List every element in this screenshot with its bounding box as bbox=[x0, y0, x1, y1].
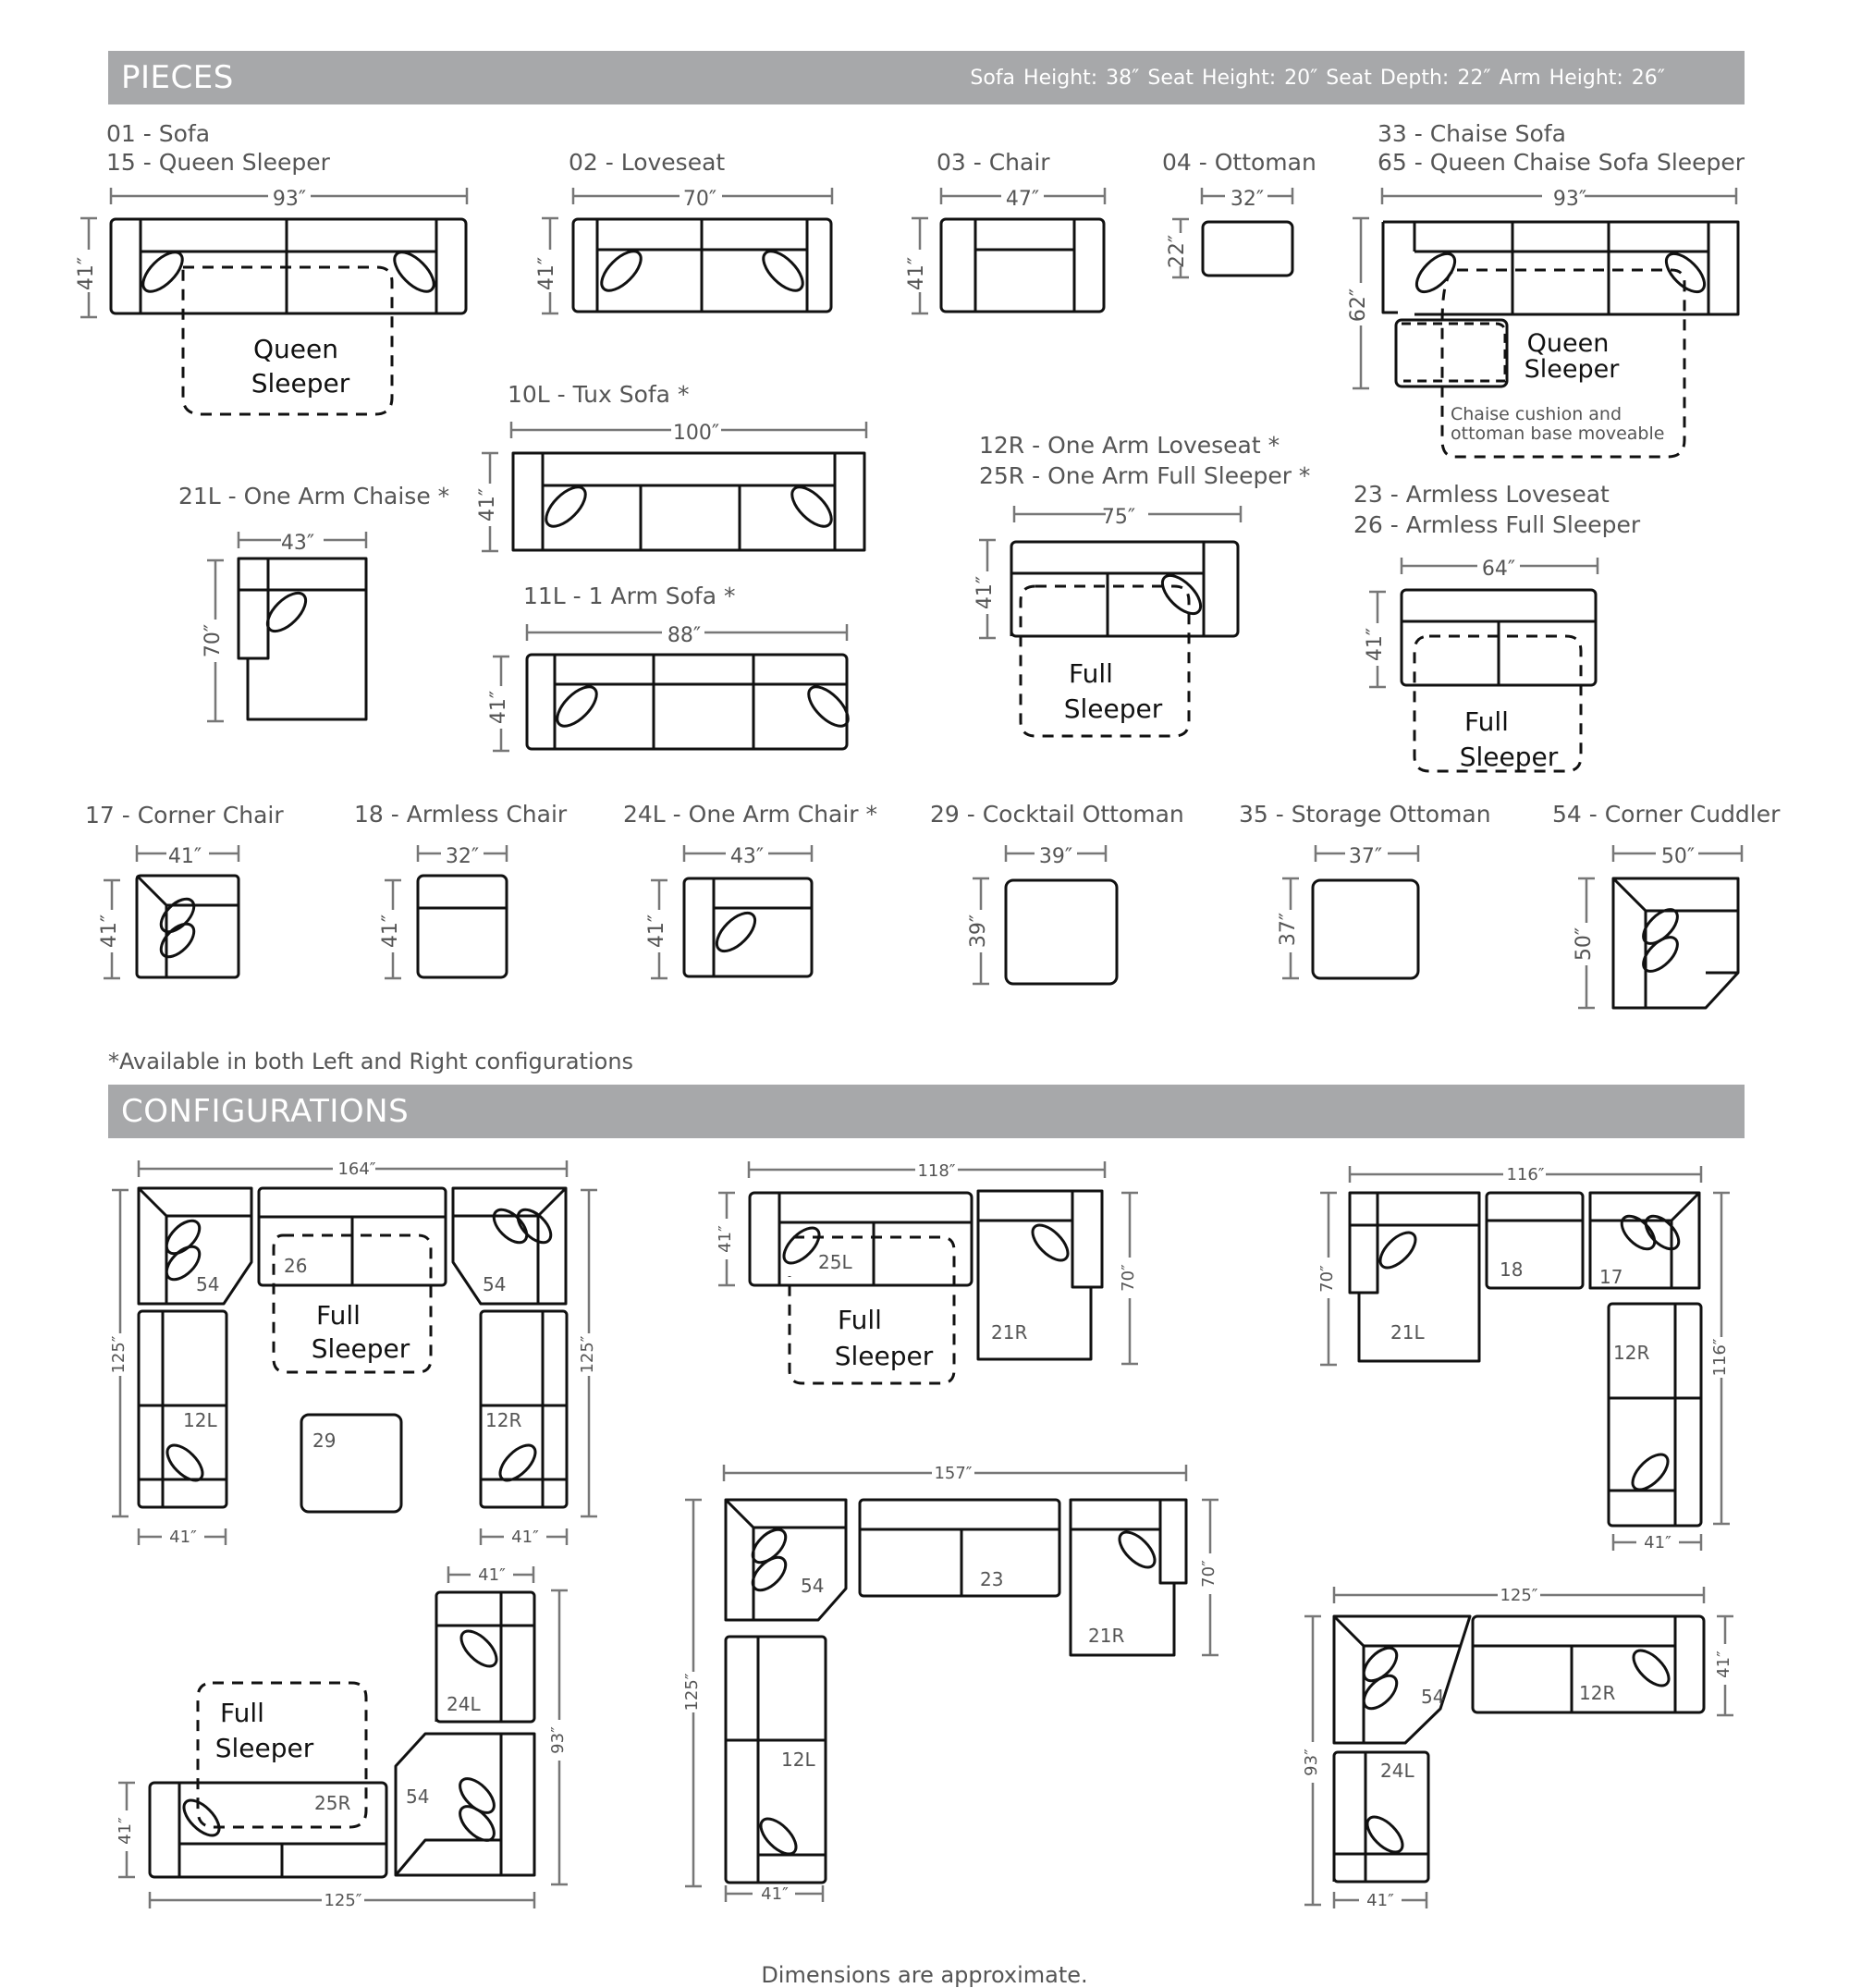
label-ottoman: 04 - Ottoman bbox=[1162, 149, 1316, 176]
chaise-sofa-width: 93″ bbox=[1552, 188, 1587, 211]
corner-cuddler-plan bbox=[1577, 841, 1742, 1008]
cocktail-ottoman-depth: 39″ bbox=[967, 914, 990, 949]
chaise-corner-left-depth: 70″ bbox=[1317, 1265, 1337, 1293]
loveseat-width: 70″ bbox=[682, 188, 717, 211]
one-arm-sofa-depth: 41″ bbox=[487, 690, 510, 725]
large-l-bottom: 41″ bbox=[761, 1884, 789, 1904]
chaise-sectional-label-25l: 25L bbox=[818, 1251, 852, 1273]
ottoman-width: 32″ bbox=[1230, 188, 1265, 211]
u-label-29: 29 bbox=[312, 1430, 337, 1452]
label-one-arm-chair: 24L - One Arm Chair * bbox=[623, 801, 878, 828]
u-label-12l: 12L bbox=[183, 1409, 217, 1431]
armless-chair-depth: 41″ bbox=[379, 914, 402, 949]
large-l-left-height: 125″ bbox=[682, 1673, 702, 1712]
label-chair: 03 - Chair bbox=[937, 149, 1050, 176]
large-l-label-23: 23 bbox=[980, 1568, 1004, 1590]
sofa-sleeper-line1: Queen bbox=[253, 334, 338, 364]
u-sleeper-line1: Full bbox=[316, 1300, 361, 1331]
label-storage-ottoman: 35 - Storage Ottoman bbox=[1239, 801, 1491, 828]
large-l-label-12l: 12L bbox=[781, 1749, 815, 1771]
label-corner-chair: 17 - Corner Chair bbox=[85, 802, 284, 828]
one-arm-loveseat-sleeper-line1: Full bbox=[1069, 658, 1113, 689]
armless-loveseat-depth: 41″ bbox=[1364, 627, 1387, 662]
one-arm-loveseat-depth: 41″ bbox=[973, 575, 997, 610]
cuddler-l-label-24l: 24L bbox=[1380, 1760, 1414, 1782]
corner-cuddler-width: 50″ bbox=[1660, 845, 1696, 868]
storage-ottoman-depth: 37″ bbox=[1277, 912, 1300, 947]
chaise-sofa-sleeper-line1: Queen bbox=[1526, 329, 1610, 358]
armless-chair-width: 32″ bbox=[445, 845, 480, 868]
one-arm-chaise-depth: 70″ bbox=[202, 623, 225, 658]
chaise-sofa-sleeper-line2: Sleeper bbox=[1524, 355, 1620, 384]
u-right-bottom: 41″ bbox=[511, 1528, 539, 1547]
chaise-corner-width: 116″ bbox=[1506, 1165, 1545, 1184]
armless-loveseat-plan bbox=[1368, 553, 1598, 771]
chaise-sectional-sleeper-line1: Full bbox=[838, 1305, 882, 1335]
cuddler-l-label-12r: 12R bbox=[1579, 1682, 1616, 1704]
cuddler-corner-label-25r: 25R bbox=[314, 1792, 351, 1814]
pieces-title: PIECES bbox=[121, 59, 234, 96]
u-label-54-left: 54 bbox=[196, 1273, 220, 1295]
u-width: 164″ bbox=[337, 1160, 376, 1179]
tux-sofa-depth: 41″ bbox=[476, 487, 499, 522]
label-one-arm-full-sleeper: 25R - One Arm Full Sleeper * bbox=[979, 462, 1311, 489]
one-arm-sofa-width: 88″ bbox=[667, 624, 702, 647]
one-arm-chair-depth: 41″ bbox=[645, 914, 668, 949]
chaise-corner-label-17: 17 bbox=[1599, 1266, 1623, 1288]
chaise-corner-label-12r: 12R bbox=[1613, 1342, 1650, 1364]
chaise-sectional-label-21r: 21R bbox=[991, 1321, 1028, 1344]
config-cuddler-corner bbox=[117, 1563, 569, 1911]
label-armless-loveseat: 23 - Armless Loveseat bbox=[1353, 481, 1610, 508]
pieces-specs: Sofa Height: 38″ Seat Height: 20″ Seat Depth: 22″ Arm Height: 26″ bbox=[970, 66, 1665, 90]
corner-cuddler-depth: 50″ bbox=[1573, 927, 1596, 962]
cuddler-corner-label-54: 54 bbox=[406, 1786, 430, 1808]
label-one-arm-sofa: 11L - 1 Arm Sofa * bbox=[523, 583, 736, 609]
loveseat-depth: 41″ bbox=[535, 256, 558, 291]
cuddler-l-width: 125″ bbox=[1500, 1586, 1538, 1605]
one-arm-chair-width: 43″ bbox=[729, 845, 765, 868]
sofa-sleeper-line2: Sleeper bbox=[251, 368, 350, 399]
cuddler-l-right-depth: 41″ bbox=[1714, 1651, 1733, 1678]
armless-loveseat-sleeper-line1: Full bbox=[1464, 706, 1509, 737]
label-queen-sleeper: 15 - Queen Sleeper bbox=[106, 149, 330, 176]
label-one-arm-chaise: 21L - One Arm Chaise * bbox=[178, 483, 450, 509]
label-loveseat: 02 - Loveseat bbox=[569, 149, 726, 176]
availability-note: *Available in both Left and Right configurations bbox=[108, 1049, 634, 1074]
label-queen-chaise-sleeper: 65 - Queen Chaise Sofa Sleeper bbox=[1378, 149, 1745, 176]
cuddler-corner-sleeper-line2: Sleeper bbox=[214, 1733, 314, 1763]
configurations-title: CONFIGURATIONS bbox=[121, 1093, 410, 1130]
chaise-corner-label-18: 18 bbox=[1500, 1258, 1524, 1281]
armless-loveseat-width: 64″ bbox=[1481, 558, 1516, 581]
cuddler-corner-label-24l: 24L bbox=[447, 1693, 481, 1715]
chaise-sofa-depth: 62″ bbox=[1347, 288, 1370, 323]
chaise-sectional-sleeper-line2: Sleeper bbox=[834, 1341, 934, 1371]
cuddler-l-left-height: 93″ bbox=[1302, 1749, 1321, 1776]
u-label-54-right: 54 bbox=[483, 1273, 507, 1295]
chaise-corner-right-height: 116″ bbox=[1710, 1338, 1730, 1377]
one-arm-loveseat-width: 75″ bbox=[1101, 506, 1136, 529]
cuddler-corner-left-depth: 41″ bbox=[116, 1817, 135, 1845]
corner-chair-width: 41″ bbox=[167, 845, 202, 868]
label-cocktail-ottoman: 29 - Cocktail Ottoman bbox=[930, 801, 1184, 828]
cuddler-corner-sleeper-line1: Full bbox=[220, 1698, 264, 1728]
one-arm-chaise-plan bbox=[206, 527, 366, 721]
config-large-l bbox=[684, 1461, 1219, 1905]
large-l-width: 157″ bbox=[934, 1464, 973, 1483]
sofa-width: 93″ bbox=[272, 188, 307, 211]
large-l-label-21r: 21R bbox=[1088, 1625, 1125, 1647]
one-arm-chaise-width: 43″ bbox=[280, 532, 315, 555]
u-label-26: 26 bbox=[284, 1255, 308, 1277]
chaise-sectional-left-depth: 41″ bbox=[716, 1225, 735, 1253]
chaise-sectional-right-depth: 70″ bbox=[1119, 1264, 1138, 1292]
sofa-depth: 41″ bbox=[75, 256, 98, 291]
cuddler-corner-height: 93″ bbox=[548, 1726, 568, 1754]
chaise-note-line2: ottoman base moveable bbox=[1451, 423, 1665, 444]
chair-depth: 41″ bbox=[905, 256, 928, 291]
armless-loveseat-sleeper-line2: Sleeper bbox=[1459, 742, 1559, 772]
chair-width: 47″ bbox=[1005, 188, 1040, 211]
cuddler-l-label-54: 54 bbox=[1421, 1686, 1445, 1708]
footer-note: Dimensions are approximate. bbox=[761, 1962, 1088, 1988]
cuddler-corner-width: 125″ bbox=[324, 1891, 362, 1910]
chaise-corner-bottom: 41″ bbox=[1644, 1533, 1671, 1552]
u-height-right: 125″ bbox=[578, 1335, 597, 1374]
label-chaise-sofa: 33 - Chaise Sofa bbox=[1378, 120, 1566, 147]
u-height-left: 125″ bbox=[109, 1335, 129, 1374]
u-sleeper-line2: Sleeper bbox=[311, 1333, 410, 1364]
label-corner-cuddler: 54 - Corner Cuddler bbox=[1552, 801, 1781, 828]
u-label-12r: 12R bbox=[485, 1409, 522, 1431]
tux-sofa-width: 100″ bbox=[672, 422, 720, 445]
cuddler-l-bottom: 41″ bbox=[1366, 1891, 1394, 1910]
chaise-corner-label-21l: 21L bbox=[1390, 1321, 1425, 1344]
label-armless-full-sleeper: 26 - Armless Full Sleeper bbox=[1353, 511, 1641, 538]
ottoman-depth: 22″ bbox=[1166, 234, 1189, 269]
label-sofa: 01 - Sofa bbox=[106, 120, 211, 147]
label-armless-chair: 18 - Armless Chair bbox=[354, 801, 568, 828]
corner-chair-depth: 41″ bbox=[98, 914, 121, 949]
label-one-arm-loveseat: 12R - One Arm Loveseat * bbox=[979, 432, 1280, 459]
label-tux-sofa: 10L - Tux Sofa * bbox=[508, 381, 690, 408]
cocktail-ottoman-width: 39″ bbox=[1038, 845, 1073, 868]
one-arm-loveseat-sleeper-line2: Sleeper bbox=[1063, 693, 1163, 724]
large-l-label-54: 54 bbox=[801, 1575, 825, 1597]
cuddler-corner-top-width: 41″ bbox=[478, 1565, 506, 1585]
chaise-note-line1: Chaise cushion and bbox=[1451, 404, 1622, 424]
storage-ottoman-width: 37″ bbox=[1348, 845, 1383, 868]
config-chaise-corner bbox=[1319, 1163, 1731, 1553]
large-l-right-depth: 70″ bbox=[1199, 1560, 1218, 1588]
u-left-bottom: 41″ bbox=[169, 1528, 197, 1547]
chaise-sectional-width: 118″ bbox=[917, 1161, 956, 1181]
config-cuddler-l bbox=[1304, 1583, 1734, 1911]
